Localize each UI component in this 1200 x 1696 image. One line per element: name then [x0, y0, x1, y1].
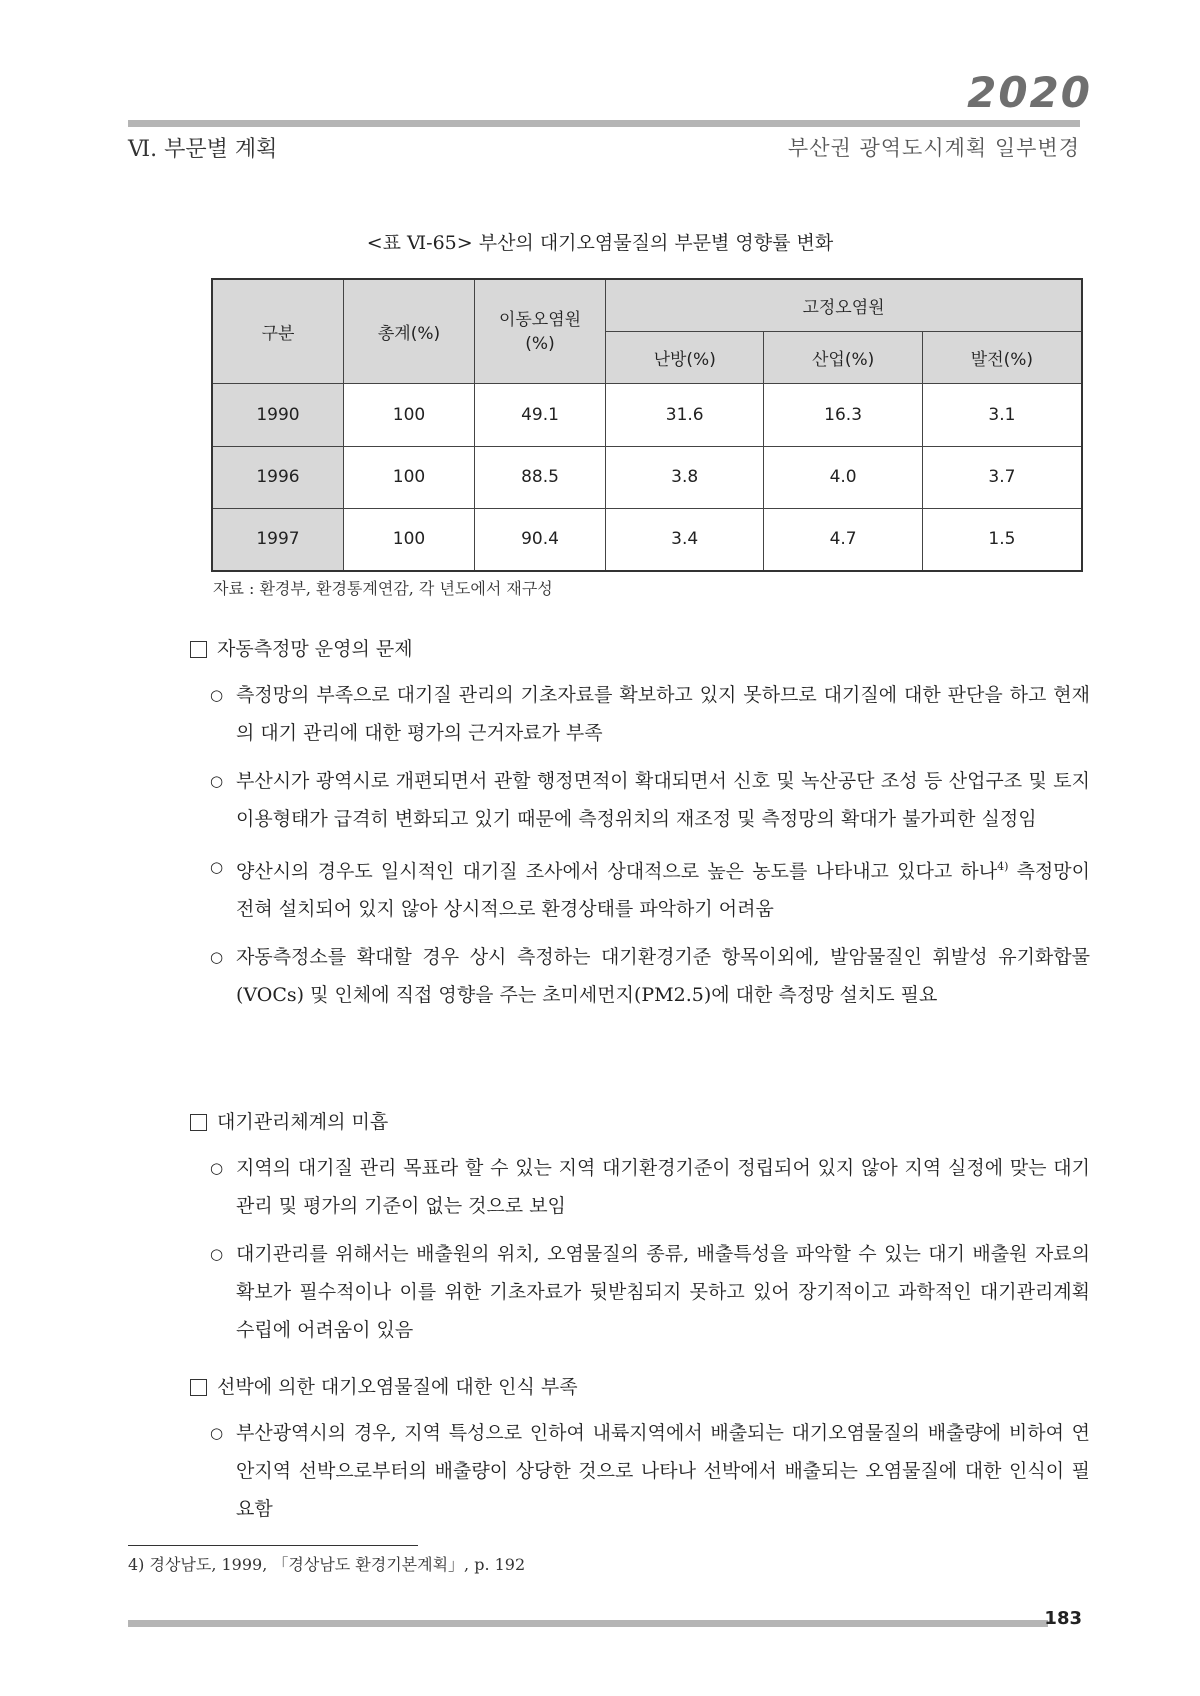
- footnote-divider: [128, 1545, 418, 1546]
- checkbox-square-icon: [190, 1379, 207, 1396]
- section-heading: [190, 1103, 1090, 1141]
- list-item: [190, 938, 1090, 1014]
- footnote-reference[interactable]: 4): [997, 860, 1009, 873]
- cell-power: 3.1: [922, 384, 1082, 446]
- list-item: [190, 676, 1090, 752]
- row-year: 1996: [212, 446, 344, 508]
- item-text: 부산시가 광역시로 개편되면서 관할 행정면적이 확대되면서 신호 및 녹산공단 조성 등 산업구조 및 토지이용형태가 급격히 변화되고 있기 때문에 측정위치의 재조정 및 측정망의 확대가 불가피한 실정임: [236, 770, 1090, 830]
- bullet-circle-icon: ○: [210, 858, 224, 876]
- item-text: 부산광역시의 경우, 지역 특성으로 인하여 내륙지역에서 배출되는 대기오염물질의 배출량에 비하여 연안지역 선박으로부터의 배출량이 상당한 것으로 나타나 선박에서 배출되는 오염물질에 대한 인식이 필요함: [236, 1422, 1090, 1520]
- item-text: 대기관리를 위해서는 배출원의 위치, 오염물질의 종류, 배출특성을 파악할 수 있는 대기 배출원 자료의 확보가 필수적이나 이를 위한 기초자료가 뒷받침되지 못하고 있어 장기적이고 과학적인 대기관리계획 수립에 어려움이 있음: [236, 1243, 1090, 1341]
- cell-industry: 4.0: [764, 446, 922, 508]
- table-row: [212, 508, 1082, 571]
- bullet-circle-icon: ○: [210, 686, 224, 704]
- section-monitoring: [190, 630, 1090, 1014]
- cell-mobile: 88.5: [475, 446, 606, 508]
- cell-power: 1.5: [922, 508, 1082, 571]
- header-mobile: 이동오염원 (%): [475, 279, 606, 384]
- list-item: [190, 1414, 1090, 1528]
- section-title: 대기관리체계의 미흡: [217, 1111, 389, 1133]
- section-title: 선박에 의한 대기오염물질에 대한 인식 부족: [217, 1376, 578, 1398]
- footnote: 4) 경상남도, 1999, 「경상남도 환경기본계획」, p. 192: [128, 1555, 526, 1574]
- cell-total: 100: [344, 446, 475, 508]
- table-caption: <표 Ⅵ-65> 부산의 대기오염물질의 부문별 영향률 변화: [366, 232, 834, 254]
- chapter-title: Ⅵ. 부문별 계획: [128, 137, 278, 162]
- document-title: 부산권 광역도시계획 일부변경: [787, 136, 1080, 160]
- header-total: 총계(%): [344, 279, 475, 384]
- item-text-part: 양산시의 경우도 일시적인 대기질 조사에서 상대적으로 높은 농도를 나타내고 있다고 하나: [236, 860, 998, 883]
- list-item: [190, 762, 1090, 838]
- cell-mobile: 49.1: [475, 384, 606, 446]
- bullet-circle-icon: ○: [210, 1159, 224, 1177]
- row-year: 1997: [212, 508, 344, 571]
- cell-industry: 4.7: [764, 508, 922, 571]
- cell-industry: 16.3: [764, 384, 922, 446]
- page-number: 183: [1044, 1608, 1082, 1629]
- header-stationary: 고정오염원: [606, 279, 1083, 332]
- header-industry: 산업(%): [764, 332, 922, 384]
- list-item: [190, 1149, 1090, 1225]
- bullet-circle-icon: ○: [210, 1424, 224, 1442]
- bullet-circle-icon: ○: [210, 772, 224, 790]
- checkbox-square-icon: [190, 1114, 207, 1131]
- section-management: [190, 1103, 1090, 1349]
- bullet-circle-icon: ○: [210, 1245, 224, 1263]
- list-item: [190, 848, 1090, 928]
- report-year: 2020: [967, 68, 1092, 117]
- item-text: [236, 848, 1090, 928]
- header-rule: [128, 120, 1080, 127]
- cell-total: 100: [344, 384, 475, 446]
- cell-heating: 3.4: [606, 508, 764, 571]
- header-power: 발전(%): [922, 332, 1082, 384]
- row-year: 1990: [212, 384, 344, 446]
- table-row: [212, 384, 1082, 446]
- bullet-circle-icon: ○: [210, 948, 224, 967]
- checkbox-square-icon: [190, 641, 207, 658]
- item-text: 자동측정소를 확대할 경우 상시 측정하는 대기환경기준 항목이외에, 발암물질인 휘발성 유기화합물(VOCs) 및 인체에 직접 영향을 주는 초미세먼지(PM2.5)에 대한 측정망 설치도 필요: [236, 946, 1090, 1007]
- list-item: [190, 1235, 1090, 1349]
- section-title: 자동측정망 운영의 문제: [217, 638, 413, 660]
- table-row: [212, 446, 1082, 508]
- item-text-part: 측정망이 전혀 설치되어 있지 않아 상시적으로 환경상태를 파악하기 어려움: [236, 860, 1090, 921]
- header-heating: 난방(%): [606, 332, 764, 384]
- table-source: 자료 : 환경부, 환경통계연감, 각 년도에서 재구성: [213, 579, 553, 598]
- pollution-share-table: [211, 278, 1083, 572]
- cell-heating: 31.6: [606, 384, 764, 446]
- cell-heating: 3.8: [606, 446, 764, 508]
- cell-total: 100: [344, 508, 475, 571]
- section-ships: [190, 1368, 1090, 1528]
- item-text: 지역의 대기질 관리 목표라 할 수 있는 지역 대기환경기준이 정립되어 있지 않아 지역 실정에 맞는 대기관리 및 평가의 기준이 없는 것으로 보임: [236, 1157, 1090, 1217]
- item-text: 측정망의 부족으로 대기질 관리의 기초자료를 확보하고 있지 못하므로 대기질에 대한 판단을 하고 현재의 대기 관리에 대한 평가의 근거자료가 부족: [236, 684, 1090, 744]
- cell-mobile: 90.4: [475, 508, 606, 571]
- section-heading: [190, 1368, 1090, 1406]
- footer-rule: [128, 1620, 1048, 1627]
- header-category: 구분: [212, 279, 344, 384]
- section-heading: [190, 630, 1090, 668]
- cell-power: 3.7: [922, 446, 1082, 508]
